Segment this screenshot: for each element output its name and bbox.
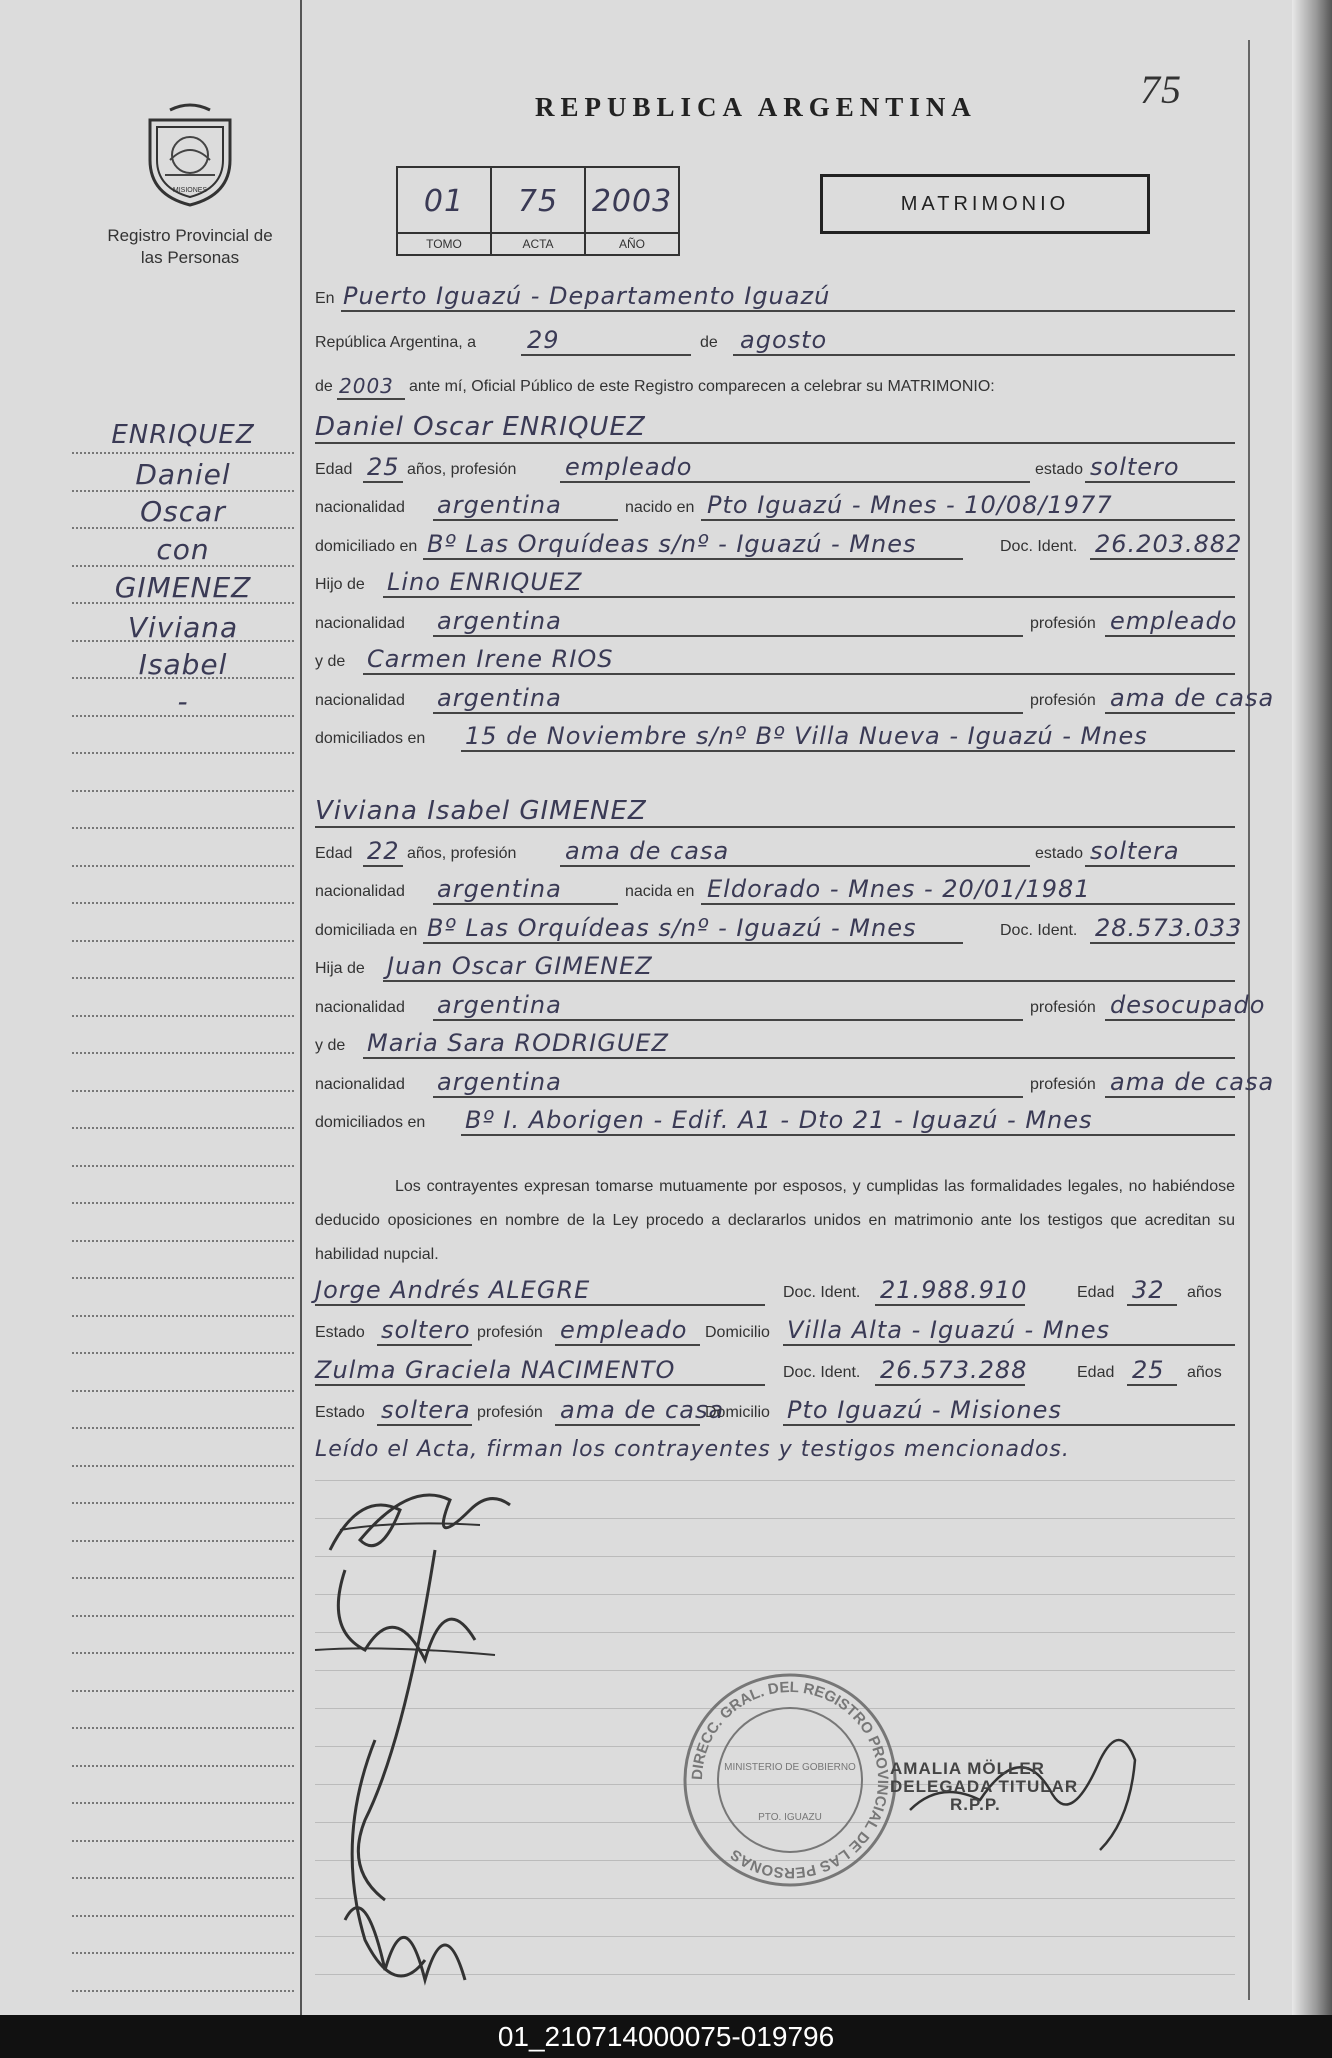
anio-label: AÑO [586,232,678,254]
groom-mother-nationality: argentina [437,683,562,712]
registry-seal-icon [135,100,245,210]
witness2-name: Zulma Graciela NACIMENTO [315,1356,676,1384]
profession-label: profesión [1030,614,1096,632]
margin-name-line: con [156,533,210,566]
groom-father-nationality: argentina [437,606,562,635]
official-stamp [680,1670,900,1890]
witness2-doc-label: Doc. Ident. [783,1364,861,1381]
closing-text: Leído el Acta, firman los contrayentes y testigos mencionados. [315,1437,1070,1462]
margin-dotted-line [72,1127,294,1129]
witness1-status: soltero [381,1316,471,1344]
stamp-inner-text: MINISTERIO DE GOBIERNO [724,1762,856,1773]
status-label: estado [1035,460,1084,478]
margin-name-line: Daniel [135,458,231,491]
officer-org: R.P.P. [950,1795,1001,1814]
margin-name-line: Viviana [127,611,239,644]
witness1-age: 32 [1132,1276,1165,1304]
groom-father: Lino ENRIQUEZ [387,568,583,596]
registry-name: Registro Provincial de las Personas [107,226,273,267]
profession-label: profesión [1030,1075,1096,1093]
born-label: nacido en [625,499,695,516]
witness1-profession-label: profesión [477,1324,543,1341]
bride-mother: Maria Sara RODRIGUEZ [367,1029,669,1057]
witness1-domicile-label: Domicilio [705,1324,770,1341]
domicile-label: domiciliado en [315,537,418,555]
bride-born: Eldorado - Mnes - 20/01/1981 [707,875,1091,903]
anio-value: 2003 [591,184,673,219]
margin-name-line: ENRIQUEZ [111,420,255,450]
groom-mother: Carmen Irene RIOS [367,645,614,673]
groom-row [315,447,1235,487]
bride-row [315,869,1235,909]
nationality-label: nacionalidad [315,691,405,709]
margin-dotted-line [72,1277,294,1279]
margin-dotted-line [72,865,294,867]
margin-dotted-line [72,1577,294,1579]
bride-doc: 28.573.033 [1095,913,1243,942]
margin-dotted-line [72,1727,294,1729]
bride-mother-profession: ama de casa [1110,1067,1275,1096]
declaration-text: Los contrayentes expresan tomarse mutuamente por esposos, y cumplidas las formalidades legales, no habiéndose deducido oposiciones en nombre de la Ley procedo a declararlos unidos en matrimonio ante los testigos que acreditan su habilidad nupcial. [315,1178,1235,1263]
margin-dotted-line [72,1240,294,1242]
margin-dotted-line [72,1165,294,1167]
witness1-row [315,1270,1235,1310]
status-label: estado [1035,844,1084,862]
bride-mother-nationality: argentina [437,1067,562,1096]
bride-row [315,946,1235,986]
right-border [1248,40,1250,2000]
bride-father: Juan Oscar GIMENEZ [387,952,653,980]
groom-doc: 26.203.882 [1095,529,1243,558]
witness2-status-label: Estado [315,1404,365,1421]
bride-profession: ama de casa [565,836,730,865]
anio-box [586,168,678,254]
groom-row [315,524,1243,564]
de-label: de [700,334,718,351]
margin-dotted-line [72,1090,294,1092]
bride-row [315,908,1243,948]
tomo-label: TOMO [398,232,490,254]
bride-row [315,831,1235,871]
officer-name: AMALIA MÖLLER [890,1759,1045,1778]
document-title: REPUBLICA ARGENTINA [535,92,977,122]
bride-father-profession: desocupado [1110,990,1266,1019]
bride-row [315,1023,1235,1063]
groom-profession: empleado [565,452,693,481]
place-row [315,276,1235,316]
witness2-domicile-label: Domicilio [705,1404,770,1421]
en-label: En [315,290,335,307]
parents-domicile-label: domiciliados en [315,730,426,747]
bride-parents-domicile: Bº I. Aborigen - Edif. A1 - Dto 21 - Iguazú - Mnes [465,1106,1093,1134]
bride-row [315,792,1235,832]
margin-name-line: GIMENEZ [114,571,252,604]
profession-label: años, profesión [407,460,517,478]
profession-label: profesión [1030,998,1096,1016]
bride-row [315,1062,1275,1102]
born-label: nacida en [625,883,695,900]
witness2-age-label: Edad [1077,1364,1115,1381]
margin-dotted-line [72,1765,294,1767]
nationality-label: nacionalidad [315,998,405,1016]
groom-row [315,601,1238,641]
margin-dotted-line [72,977,294,979]
margin-dotted-line [72,1690,294,1692]
margin-dotted-line [72,1390,294,1392]
age-label: Edad [315,460,353,478]
father-label: Hija de [315,960,365,977]
seal-text: MISIONES [172,187,208,194]
groom-parents-domicile: 15 de Noviembre s/nº Bº Villa Nueva - Iguazú - Mnes [465,722,1148,750]
mother-label: y de [315,1037,346,1054]
bride-status: soltera [1090,836,1180,865]
margin-dotted-line [72,790,294,792]
witness1-profession: empleado [560,1316,688,1344]
signature-2 [305,1540,505,2020]
witness1-age-label: Edad [1077,1284,1115,1301]
groom-mother-profession: ama de casa [1110,683,1275,712]
domicile-label: domiciliada en [315,921,418,939]
witness1-detail-row [315,1310,1235,1350]
groom-age: 25 [367,452,400,481]
witness1-domicile: Villa Alta - Iguazú - Mnes [787,1316,1111,1344]
witness2-profession-label: profesión [477,1404,543,1421]
acta-box [492,168,586,254]
bride-row [315,1100,1235,1140]
margin-dotted-line [72,1840,294,1842]
margin-dotted-line [72,1015,294,1017]
date-row [315,320,1235,360]
statement-text: ante mí, Oficial Público de este Registro comparecen a celebrar su MATRIMONIO: [409,378,995,395]
witness2-age: 25 [1132,1356,1165,1384]
year-value: 2003 [339,374,394,398]
profession-label: profesión [1030,691,1096,709]
groom-nationality: argentina [437,491,562,519]
nationality-label: nacionalidad [315,499,405,516]
margin-column [0,0,302,2015]
witness1-doc: 21.988.910 [880,1276,1028,1304]
groom-row [315,562,1235,602]
officer-title: DELEGADA TITULAR [890,1777,1079,1796]
groom-born: Pto Iguazú - Mnes - 10/08/1977 [707,491,1113,519]
groom-status: soltero [1090,452,1180,481]
margin-dotted-line [72,1652,294,1654]
bride-age: 22 [367,836,400,865]
witness1-years-label: años [1187,1284,1222,1301]
record-type: MATRIMONIO [820,174,1150,234]
year-label: de [315,378,333,395]
margin-dotted-line [72,902,294,904]
country-label: República Argentina, a [315,334,476,351]
month-value: agosto [740,326,828,354]
bride-name: Viviana Isabel GIMENEZ [315,796,647,826]
margin-name-line: Oscar [140,495,226,528]
witness2-row [315,1350,1235,1390]
margin-dotted-line [72,940,294,942]
groom-row [315,639,1235,679]
witness2-profession: ama de casa [560,1396,725,1424]
footer-id: 01_210714000075-019796 [0,2015,1332,2058]
margin-dotted-line [72,1615,294,1617]
margin-dotted-line [72,1877,294,1879]
groom-domicile: Bº Las Orquídeas s/nº - Iguazú - Mnes [427,529,917,558]
place-value: Puerto Iguazú - Departamento Iguazú [343,282,831,310]
groom-father-profession: empleado [1110,606,1238,635]
witness1-status-label: Estado [315,1324,365,1341]
witness2-years-label: años [1187,1364,1222,1381]
groom-row [315,485,1235,525]
margin-dotted-line [72,1952,294,1954]
margin-dotted-line [72,1802,294,1804]
parents-domicile-label: domiciliados en [315,1114,426,1131]
tomo-value: 01 [423,184,465,219]
witness2-doc: 26.573.288 [880,1356,1028,1384]
day-value: 29 [527,326,560,354]
witness1-name: Jorge Andrés ALEGRE [315,1276,591,1304]
groom-row [315,716,1235,756]
father-label: Hijo de [315,576,365,593]
profession-label: años, profesión [407,844,517,862]
nationality-label: nacionalidad [315,883,405,900]
nationality-label: nacionalidad [315,614,405,632]
margin-dotted-line [72,1052,294,1054]
page-number: 75 [1140,67,1182,112]
margin-dotted-line [72,1990,294,1992]
mother-label: y de [315,653,346,670]
record-number-boxes [396,166,680,256]
bride-row [315,985,1266,1025]
doc-label: Doc. Ident. [1000,537,1078,555]
tomo-box [398,168,492,254]
margin-dotted-line [72,1315,294,1317]
svg-text:DIRECC. GRAL. DEL REGISTRO PRO [689,1679,891,1881]
margin-dotted-line [72,1502,294,1504]
statement-row [315,364,1235,404]
bride-father-nationality: argentina [437,990,562,1019]
groom-name: Daniel Oscar ENRIQUEZ [315,412,646,442]
stamp-location-text: PTO. IGUAZU [758,1812,822,1823]
margin-dotted-line [72,1352,294,1354]
nationality-label: nacionalidad [315,1075,405,1093]
margin-dotted-line [72,1915,294,1917]
stamp-ring-text: DIRECC. GRAL. DEL REGISTRO PROVINCIAL DE LAS PERSONAS [688,1678,892,1882]
margin-dotted-line [72,827,294,829]
margin-dotted-line [72,452,294,454]
closing-row [315,1428,1235,1468]
witness2-status: soltera [381,1396,471,1424]
margin-dotted-line [72,1427,294,1429]
margin-dotted-line [72,1465,294,1467]
officer-stamp [890,1760,1078,1814]
groom-row [315,408,1235,448]
bride-nationality: argentina [437,875,562,903]
witness2-detail-row [315,1390,1235,1430]
witness2-domicile: Pto Iguazú - Misiones [787,1396,1062,1424]
groom-row [315,678,1275,718]
witness1-doc-label: Doc. Ident. [783,1284,861,1301]
age-label: Edad [315,844,353,862]
margin-name-line: - [177,685,189,718]
margin-dotted-line [72,752,294,754]
bride-domicile: Bº Las Orquídeas s/nº - Iguazú - Mnes [427,913,917,942]
margin-dotted-line [72,1202,294,1204]
margin-name-line: Isabel [138,648,228,681]
acta-label: ACTA [492,232,584,254]
acta-value: 75 [517,184,559,219]
margin-dotted-line [72,1540,294,1542]
doc-label: Doc. Ident. [1000,921,1078,939]
